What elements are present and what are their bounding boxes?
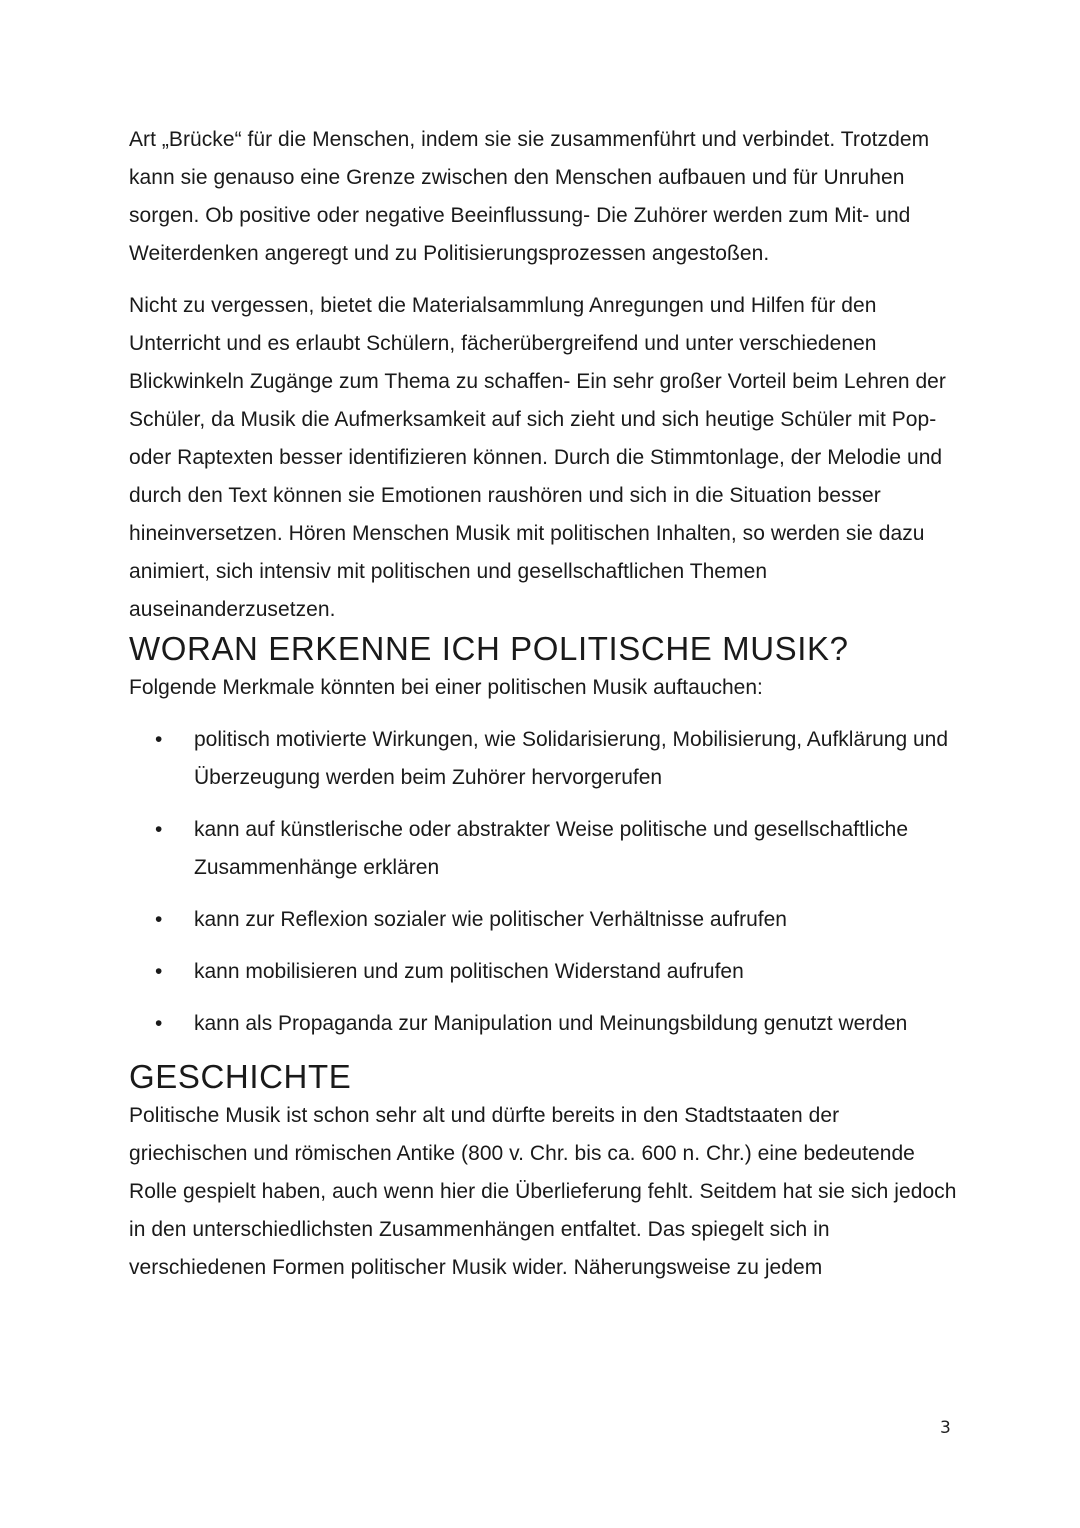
- list-item: [129, 901, 959, 939]
- section-heading-geschichte: GESCHICHTE: [129, 1058, 352, 1095]
- bullet-icon: •: [155, 728, 163, 751]
- list-item: [129, 953, 959, 991]
- paragraph-geschichte: Politische Musik ist schon sehr alt und dürfte bereits in den Stadtstaaten der griechischen und römischen Antike (800 v. Chr. bis ca. 600 n. Chr.) eine bedeutende Rolle gespielt haben, auch wenn hier die Überlieferung fehlt. Seitdem hat sie sich jedoch in den unterschiedlichsten Zusammenhängen entfaltet. Das spiegelt sich in verschiedenen Formen politischer Musik wider. Näherungsweise zu jedem: [129, 1104, 957, 1279]
- list-item-text: kann zur Reflexion sozialer wie politischer Verhältnisse aufrufen: [194, 908, 787, 931]
- page-number: 3: [940, 1418, 951, 1438]
- merkmale-intro: Folgende Merkmale könnten bei einer politischen Musik auftauchen:: [129, 676, 763, 699]
- bullet-icon: •: [155, 908, 163, 931]
- bullet-icon: •: [155, 818, 163, 841]
- list-item-text: politisch motivierte Wirkungen, wie Solidarisierung, Mobilisierung, Aufklärung und Überzeugung werden beim Zuhörer hervorgerufen: [194, 728, 949, 789]
- page-content: [129, 121, 959, 1287]
- list-item: [129, 811, 959, 887]
- list-item-text: kann mobilisieren und zum politischen Widerstand aufrufen: [194, 960, 744, 983]
- list-item-text: kann auf künstlerische oder abstrakter Weise politische und gesellschaftliche Zusammenhänge erklären: [194, 818, 908, 879]
- section-heading-merkmale: WORAN ERKENNE ICH POLITISCHE MUSIK?: [129, 630, 849, 667]
- bullet-icon: •: [155, 960, 163, 983]
- paragraph-intro: Art „Brücke“ für die Menschen, indem sie sie zusammenführt und verbindet. Trotzdem kann sie genauso eine Grenze zwischen den Menschen aufbauen und für Unruhen sorgen. Ob positive oder negative Beeinflussung- Die Zuhörer werden zum Mit- und Weiterdenken angeregt und zu Politisierungsprozessen angestoßen.: [129, 128, 930, 265]
- list-item-text: kann als Propaganda zur Manipulation und Meinungsbildung genutzt werden: [194, 1012, 908, 1035]
- paragraph-materialsammlung: Nicht zu vergessen, bietet die Materialsammlung Anregungen und Hilfen für den Unterricht und es erlaubt Schülern, fächerübergreifend und unter verschiedenen Blickwinkeln Zugänge zum Thema zu schaffen- Ein sehr großer Vorteil beim Lehren der Schüler, da Musik die Aufmerksamkeit auf sich zieht und sich heutige Schüler mit Pop- oder Raptexten besser identifizieren können. Durch die Stimmtonlage, der Melodie und durch den Text können sie Emotionen raushören und sich in die Situation besser hineinversetzen. Hören Menschen Musik mit politischen Inhalten, so werden sie dazu animiert, sich intensiv mit politischen und gesellschaftlichen Themen auseinanderzusetzen.: [129, 294, 946, 621]
- merkmale-list: [129, 721, 959, 1043]
- list-item: [129, 721, 959, 797]
- bullet-icon: •: [155, 1012, 163, 1035]
- list-item: [129, 1005, 959, 1043]
